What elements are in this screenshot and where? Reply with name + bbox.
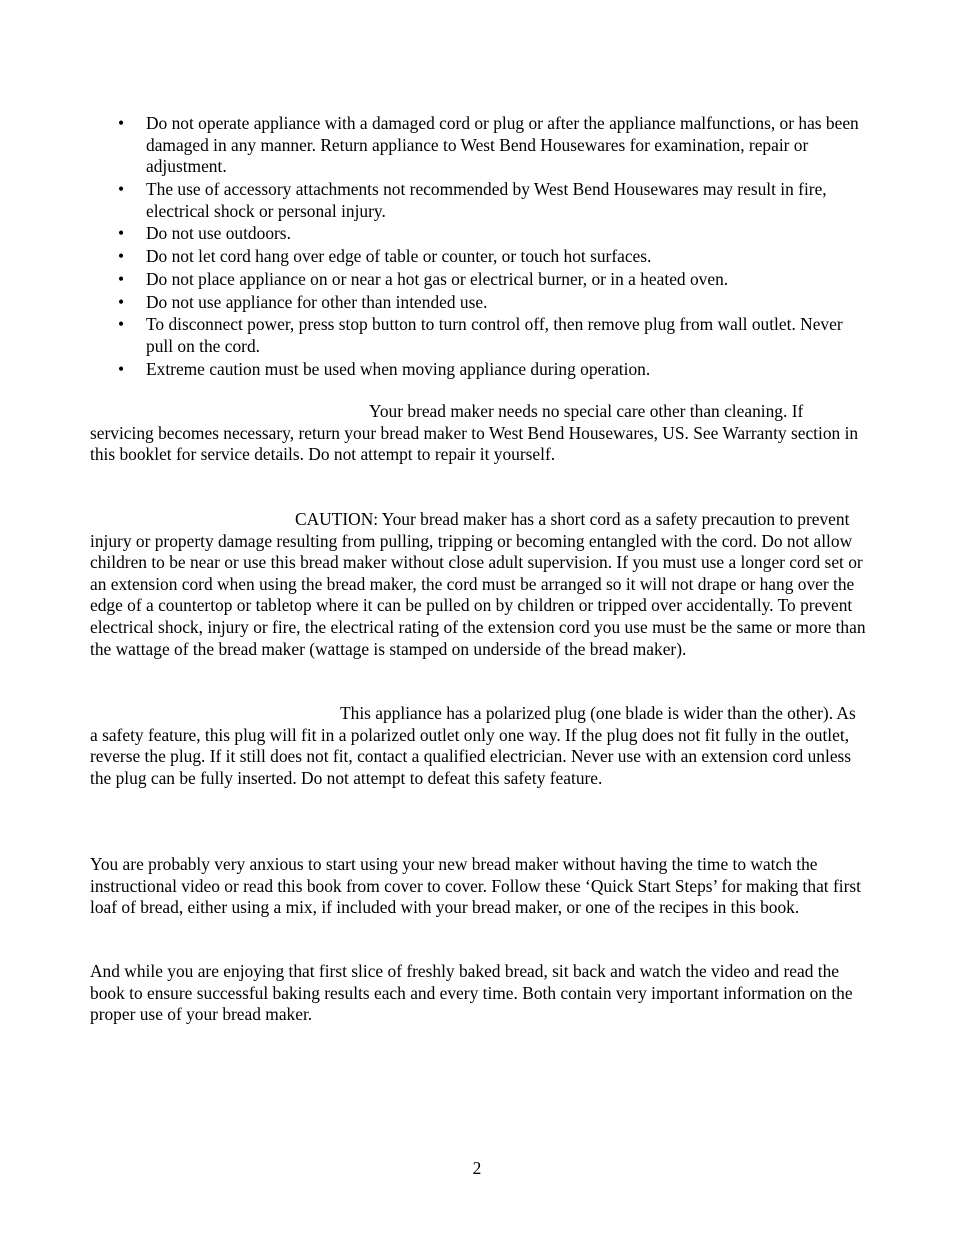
bullet-icon: • [118, 358, 125, 379]
bullet-text: Do not place appliance on or near a hot gas or electrical burner, or in a heated oven. [146, 268, 729, 289]
bullet-text: Extreme caution must be used when moving appliance during operation. [146, 358, 651, 379]
bullet-icon: • [118, 268, 125, 289]
bullet-icon: • [118, 178, 125, 199]
bullet-icon: • [118, 246, 125, 267]
bullet-text: The use of accessory attachments not recommended by West Bend Housewares may result in fire, electrical shock or personal injury. [146, 178, 827, 221]
list-item [118, 292, 870, 314]
list-item [118, 179, 870, 222]
list-item [118, 246, 870, 268]
plug-text: This appliance has a polarized plug (one blade is wider than the other). As a safety feature, this plug will fit in a polarized outlet only one way. If the plug does not fit fully in the outlet, reverse the plug. If it still does not fit, contact a qualified electrician. Never use with an extension cord unless the plug can be fully inserted. Do not attempt to defeat this safety feature. [90, 703, 856, 788]
bullet-text: Do not use appliance for other than intended use. [146, 291, 488, 312]
bullet-text: Do not operate appliance with a damaged cord or plug or after the appliance malfunctions, or has been damaged in any manner. Return appliance to West Bend Housewares for examination, repair or adjustment. [146, 113, 859, 177]
safety-bullet-list [118, 113, 870, 382]
quick-start-paragraph-2: And while you are enjoying that first slice of freshly baked bread, sit back and watch the video and read the book to ensure successful baking results each and every time. Both contain very important information on the proper use of your bread maker. [90, 961, 853, 1025]
list-item [118, 223, 870, 245]
cord-text: CAUTION: Your bread maker has a short cord as a safety precaution to prevent injury or property damage resulting from pulling, tripping or becoming entangled with the cord. Do not allow children to be near or use this bread maker without close adult supervision. If you must use a longer cord set or an extension cord when using the bread maker, the cord must be arranged so it will not drape or hang over the edge of a countertop or tabletop where it can be pulled on by children or tripped over accidentally. To prevent electrical shock, injury or fire, the electrical rating of the extension cord you use must be the same or more than the wattage of the bread maker (wattage is stamped on underside of the bread maker). [90, 509, 866, 659]
list-item [118, 314, 870, 357]
list-item [118, 359, 870, 381]
service-text: Your bread maker needs no special care other than cleaning. If servicing becomes necessary, return your bread maker to West Bend Housewares, US. See Warranty section in this booklet for service details. Do not attempt to repair it yourself. [90, 401, 859, 465]
bullet-text: To disconnect power, press stop button to turn control off, then remove plug from wall outlet. Never pull on the cord. [146, 314, 843, 357]
bullet-text: Do not use outdoors. [146, 223, 291, 244]
polarized-plug-paragraph [90, 703, 866, 789]
service-paragraph [90, 401, 866, 466]
bullet-icon: • [118, 223, 125, 244]
bullet-icon: • [118, 314, 125, 335]
bullet-icon: • [118, 291, 125, 312]
bullet-text: Do not let cord hang over edge of table or counter, or touch hot surfaces. [146, 246, 652, 267]
bullet-icon: • [118, 113, 125, 133]
page-number: 2 [472, 1158, 482, 1178]
cord-caution-paragraph [90, 509, 866, 660]
list-item [118, 113, 870, 178]
list-item [118, 269, 870, 291]
quick-start-paragraph-1: You are probably very anxious to start using your new bread maker without having the time to watch the instructional video or read this book from cover to cover. Follow these ‘Quick Start Steps’ for making that first loaf of bread, either using a mix, if included with your bread maker, or one of the recipes in this book. [90, 854, 861, 918]
